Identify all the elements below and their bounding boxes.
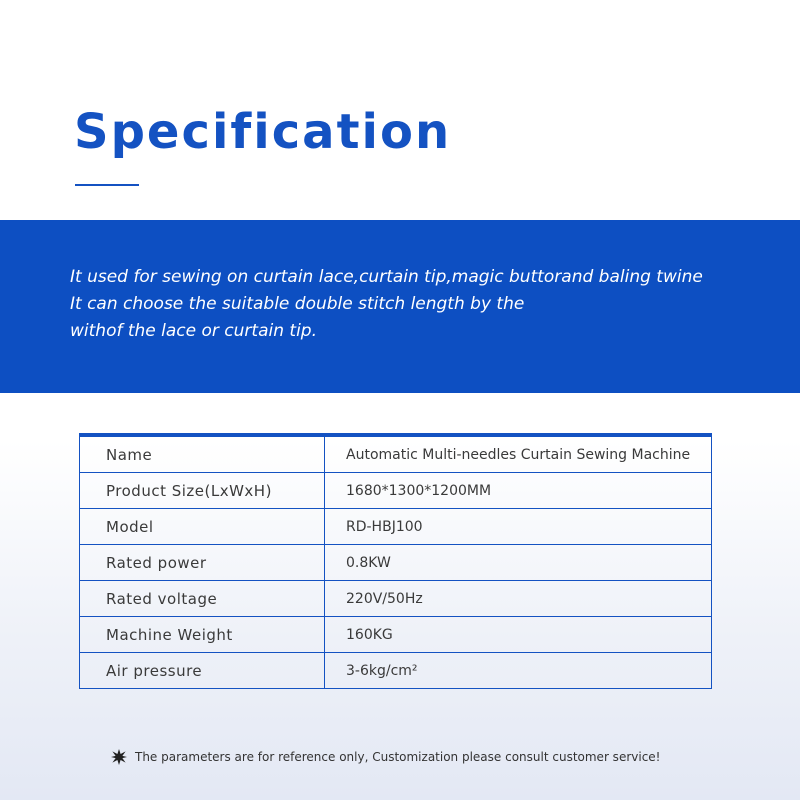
table-row — [80, 581, 712, 617]
table-row — [80, 617, 712, 653]
description-text — [70, 264, 770, 345]
page-title: Specification — [74, 104, 452, 160]
description-line: withof the lace or curtain tip. — [70, 321, 317, 341]
spec-label-machine-weight: Machine Weight — [80, 617, 325, 653]
spec-value-machine-weight: 160KG — [325, 617, 712, 653]
table-row — [80, 509, 712, 545]
description-line: It can choose the suitable double stitch length by the — [70, 294, 525, 314]
spec-value-product-size: 1680*1300*1200MM — [325, 473, 712, 509]
footnote — [110, 748, 660, 766]
spec-label-rated-power: Rated power — [80, 545, 325, 581]
spec-value-rated-voltage: 220V/50Hz — [325, 581, 712, 617]
spec-value-rated-power: 0.8KW — [325, 545, 712, 581]
table-row — [80, 545, 712, 581]
spec-label-rated-voltage: Rated voltage — [80, 581, 325, 617]
spec-value-model: RD-HBJ100 — [325, 509, 712, 545]
title-underline — [75, 184, 139, 186]
spec-table — [79, 433, 712, 689]
description-banner — [0, 220, 800, 393]
description-line: It used for sewing on curtain lace,curtain tip,magic buttorand baling twine — [70, 267, 703, 287]
spec-label-name: Name — [80, 435, 325, 473]
table-row — [80, 435, 712, 473]
spec-value-air-pressure: 3-6kg/cm² — [325, 653, 712, 689]
star-icon — [110, 748, 128, 766]
footnote-text: The parameters are for reference only, Customization please consult customer service! — [135, 750, 661, 764]
table-row — [80, 653, 712, 689]
spec-label-product-size: Product Size(LxWxH) — [80, 473, 325, 509]
table-row — [80, 473, 712, 509]
spec-value-name: Automatic Multi-needles Curtain Sewing Machine — [325, 435, 712, 473]
spec-label-air-pressure: Air pressure — [80, 653, 325, 689]
spec-label-model: Model — [80, 509, 325, 545]
